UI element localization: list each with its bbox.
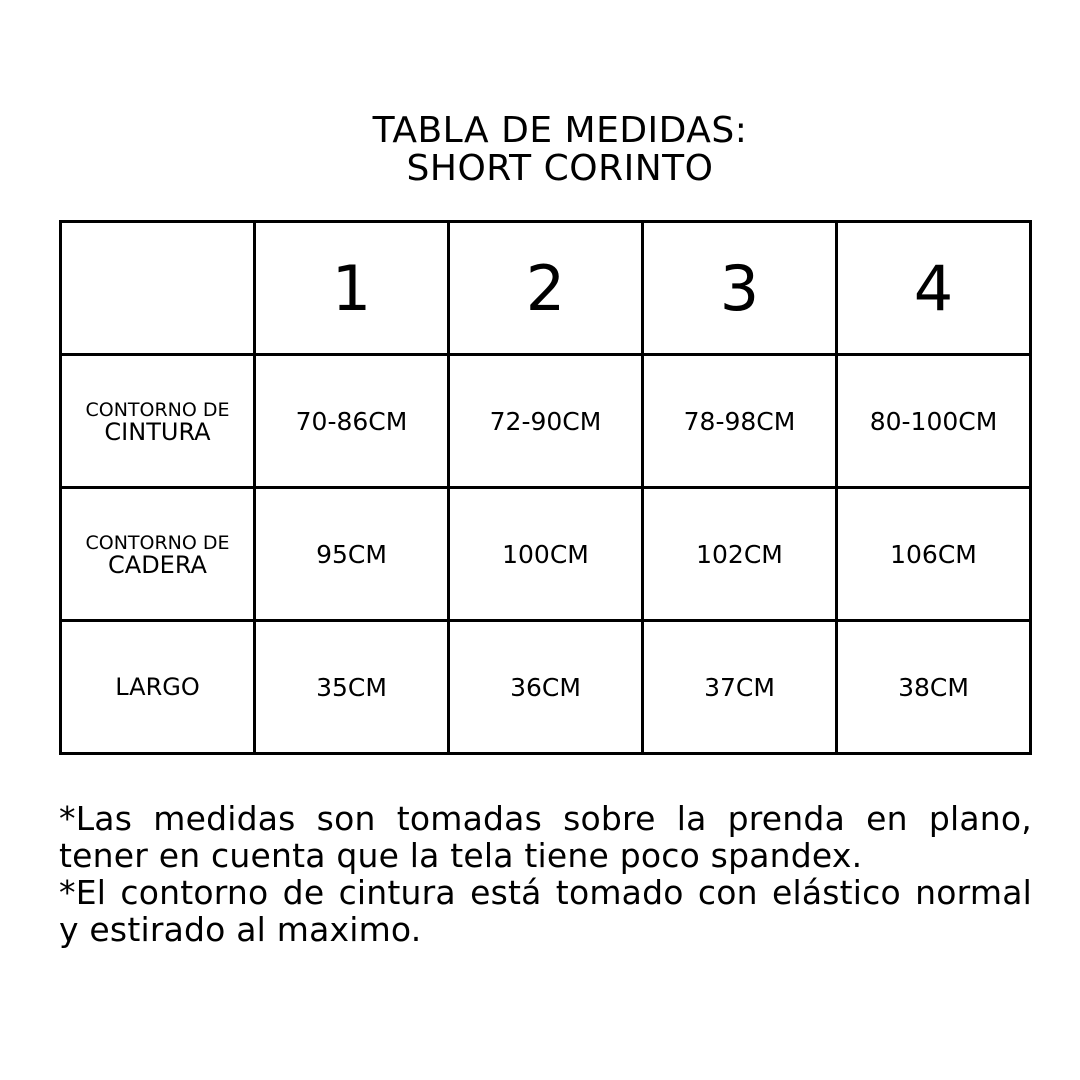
- row-label-hip: [61, 488, 255, 621]
- table-cell: 102CM: [643, 488, 837, 621]
- table-cell: 37CM: [643, 621, 837, 754]
- table-cell: 78-98CM: [643, 355, 837, 488]
- notes-section: [59, 800, 1032, 948]
- note-flat-measurement: *Las medidas son tomadas sobre la prenda en plano, tener en cuenta que la tela tiene poco spandex.: [59, 799, 1032, 875]
- size-header-3: 3: [643, 222, 837, 355]
- size-chart-table: [59, 220, 1032, 755]
- row-label-waist-line1: CONTORNO DE: [85, 399, 230, 421]
- table-cell: 95CM: [255, 488, 449, 621]
- row-label-waist: [61, 355, 255, 488]
- title-line-2: SHORT CORINTO: [406, 148, 714, 189]
- table-cell: 36CM: [449, 621, 643, 754]
- table-cell: 72-90CM: [449, 355, 643, 488]
- table-cell: 35CM: [255, 621, 449, 754]
- table-row-hip: [61, 488, 1031, 621]
- table-cell: 80-100CM: [837, 355, 1031, 488]
- table-row-waist: [61, 355, 1031, 488]
- note-waist-measurement: *El contorno de cintura está tomado con elástico normal y estirado al maximo.: [59, 873, 1032, 949]
- table-cell: 70-86CM: [255, 355, 449, 488]
- corner-cell: [61, 222, 255, 355]
- row-label-hip-line1: CONTORNO DE: [85, 532, 230, 554]
- size-header-2: 2: [449, 222, 643, 355]
- row-label-length: LARGO: [61, 621, 255, 754]
- row-label-waist-line2: CINTURA: [104, 418, 211, 446]
- page-title: [0, 112, 1080, 188]
- size-header-4: 4: [837, 222, 1031, 355]
- size-header-1: 1: [255, 222, 449, 355]
- table-cell: 100CM: [449, 488, 643, 621]
- table-cell: 106CM: [837, 488, 1031, 621]
- row-label-hip-line2: CADERA: [108, 551, 207, 579]
- table-cell: 38CM: [837, 621, 1031, 754]
- table-row-length: [61, 621, 1031, 754]
- title-line-1: TABLA DE MEDIDAS:: [372, 110, 748, 151]
- header-row: [61, 222, 1031, 355]
